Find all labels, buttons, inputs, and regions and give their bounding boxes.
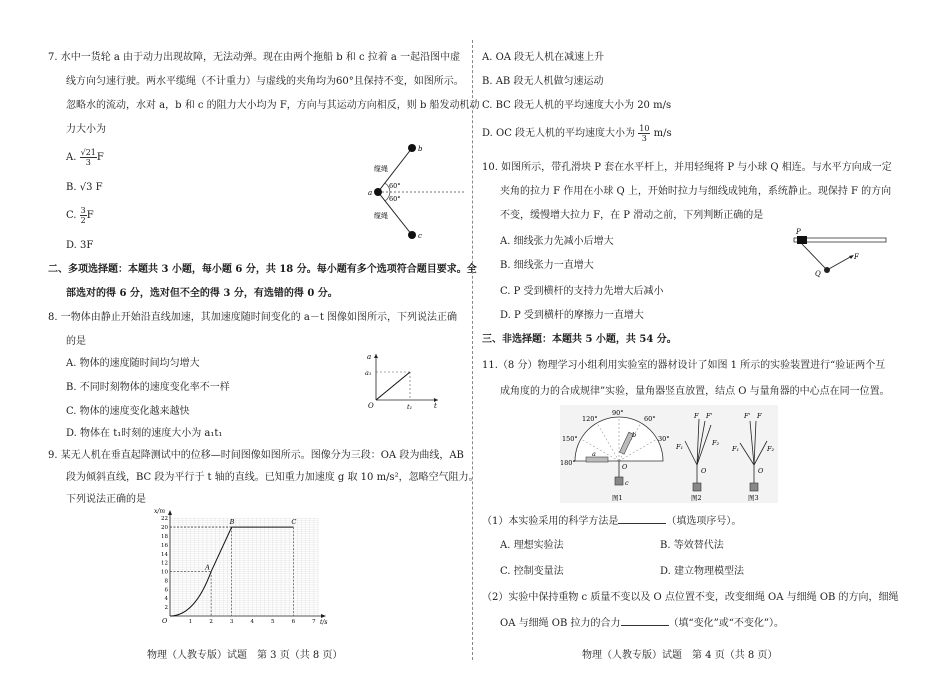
q11-part2-text: OA 与细绳 OB 拉力的合力 bbox=[500, 618, 621, 629]
label-origin: O bbox=[368, 402, 374, 410]
q11-part1-option-d: D. 建立物理模型法 bbox=[660, 566, 745, 577]
q11-part1-option-b: B. 等效替代法 bbox=[660, 540, 724, 551]
q11-part2-line1: （2）实验中保持重物 c 质量不变以及 O 点位置不变，改变细绳 OA 与细绳 OB 的方向，细绳 bbox=[482, 592, 899, 603]
q10-line2: 夹角的拉力 F 作用在小球 Q 上，开始时拉力与细线成钝角，系统静止。现保持 F 的方向 bbox=[500, 186, 892, 197]
fig3-label-f1: F₁ bbox=[732, 445, 740, 453]
q11-part1-option-a: A. 理想实验法 bbox=[500, 540, 564, 551]
q8-option-a: A. 物体的速度随时间均匀增大 bbox=[66, 358, 200, 369]
q11-part2-tail: （填“变化”或“不变化”）。 bbox=[668, 618, 784, 629]
q10-option-a: A. 细线张力先减小后增大 bbox=[500, 236, 614, 247]
label-knot-o: O bbox=[622, 463, 628, 471]
q9-option-d-num: 10 bbox=[639, 124, 650, 133]
q7-option-a-num: √21 bbox=[80, 148, 96, 157]
caption-fig3: 图3 bbox=[748, 494, 759, 502]
q10-option-d: D. P 受到横杆的摩擦力一直增大 bbox=[500, 310, 644, 321]
point-label-c: C bbox=[291, 518, 297, 527]
label-a: a bbox=[368, 189, 373, 197]
q11-part2-line2 bbox=[500, 616, 784, 630]
q7-line1: 7. 水中一货轮 a 由于动力出现故障，无法动弹。现在由两个拖船 b 和 c 拉着 a 一起沿图中虚 bbox=[48, 52, 461, 63]
q10-slider-diagram bbox=[778, 228, 890, 278]
q9-xt-chart bbox=[152, 506, 330, 630]
q7-option-c-num: 3 bbox=[80, 206, 86, 215]
y-tick-label: 4 bbox=[164, 596, 168, 603]
q8-option-d: D. 物体在 t₁时刻的速度大小为 a₁t₁ bbox=[66, 428, 223, 439]
point-label-o: O bbox=[162, 617, 168, 625]
q11-line1: 11.（8 分）物理学习小组利用实验室的器材设计了如图 1 所示的实验装置进行“验证两个互 bbox=[482, 360, 886, 371]
q9-option-d-unit: m/s bbox=[653, 128, 672, 139]
q7-option-d: D. 3F bbox=[66, 240, 94, 251]
y-tick-label: 2 bbox=[164, 605, 168, 612]
q11-part1-text: （1）本实验采用的科学方法是 bbox=[482, 516, 619, 527]
q8-option-b: B. 不同时刻物体的速度变化率不一样 bbox=[66, 382, 230, 393]
label-a1: a₁ bbox=[365, 369, 372, 377]
q9-option-d-text: D. OC 段无人机的平均速度大小为 bbox=[482, 128, 636, 139]
y-tick-label: 6 bbox=[164, 587, 168, 594]
q10-line1: 10. 如图所示，带孔滑块 P 套在水平杆上，并用轻绳将 P 与小球 Q 相连。与水平方向成一定 bbox=[482, 162, 892, 173]
q11-part1-tail: （填选项序号）。 bbox=[666, 516, 742, 527]
q9-line1: 9. 某无人机在垂直起降测试中的位移—时间图像如图所示。图像分为三段：OA 段为曲线，AB bbox=[48, 450, 464, 461]
q7-option-a-den: 3 bbox=[85, 158, 91, 167]
q7-option-b: B. √3 F bbox=[66, 182, 103, 193]
fig3-label-f: F bbox=[757, 412, 762, 420]
weight-c bbox=[615, 477, 623, 485]
y-tick-label: 18 bbox=[161, 534, 168, 540]
section-2-heading-line1: 二、多项选择题：本题共 3 小题，每小题 6 分，共 18 分。每小题有多个选项符合题目要求。全 bbox=[48, 264, 477, 275]
q11-line2: 成角度的力的合成规律”实验，量角器竖直放置，结点 O 与量角器的中心点在同一位置。 bbox=[500, 386, 890, 397]
q7-line2: 线方向匀速行驶。两水平缆绳（不计重力）与虚线的夹角均为60°且保持不变，如图所示。 bbox=[66, 76, 464, 87]
q8-line1: 8. 一物体由静止开始沿直线加速，其加速度随时间变化的 a－t 图像如图所示，下列说法正确 bbox=[48, 312, 458, 323]
section-3-heading: 三、非选择题：本题共 5 小题，共 54 分。 bbox=[482, 334, 677, 345]
q10-option-c: C. P 受到横杆的支持力先增大后减小 bbox=[500, 286, 664, 297]
y-tick-label: 20 bbox=[161, 525, 168, 532]
q8-option-c: C. 物体的速度变化越来越快 bbox=[66, 406, 190, 417]
q9-option-a: A. OA 段无人机在减速上升 bbox=[482, 52, 605, 63]
y-tick-label: 12 bbox=[161, 560, 168, 567]
fig2-label-f2: F₂ bbox=[712, 439, 720, 447]
y-tick-label: 8 bbox=[164, 578, 168, 585]
q9-line2: 段为倾斜直线，BC 段为平行于 t 轴的直线。已知重力加速度 g 取 10 m/s²，忽略空气阻力。 bbox=[66, 472, 479, 483]
q9-option-c: C. BC 段无人机的平均速度大小为 20 m/s bbox=[482, 100, 672, 111]
section-2-heading-line2: 部选对的得 6 分，选对但不全的得 3 分，有选错的得 0 分。 bbox=[66, 288, 338, 299]
label-60deg: 60° bbox=[644, 415, 656, 423]
q11-part1 bbox=[482, 514, 741, 528]
label-120deg: 120° bbox=[582, 415, 598, 423]
page-3-footer: 物理（人教专版）试题 第 3 页（共 8 页） bbox=[147, 650, 343, 661]
q9-option-d bbox=[482, 124, 672, 144]
label-150deg: 150° bbox=[562, 435, 578, 443]
y-axis-label: x/m bbox=[154, 508, 166, 515]
label-weight-c: c bbox=[625, 479, 629, 487]
x-tick-label: 5 bbox=[271, 619, 275, 625]
x-tick-label: 1 bbox=[188, 619, 193, 625]
fig3-label-o: O bbox=[758, 467, 764, 475]
q8-at-graph bbox=[362, 350, 442, 412]
horizontal-rod bbox=[794, 238, 886, 242]
q11-part1-option-c: C. 控制变量法 bbox=[500, 566, 564, 577]
q11-part2-blank[interactable] bbox=[621, 616, 669, 626]
caption-fig1: 图1 bbox=[612, 494, 623, 502]
caption-fig2: 图2 bbox=[691, 494, 702, 502]
page-4-footer: 物理（人教专版）试题 第 4 页（共 8 页） bbox=[582, 650, 778, 661]
x-tick-label: 7 bbox=[312, 619, 316, 625]
label-p: P bbox=[796, 228, 801, 236]
label-90deg: 90° bbox=[612, 409, 624, 417]
q7-line3: 忽略水的流动，水对 a，b 和 c 的阻力大小均为 F，方向与其运动方向相反，则 b 船发动机动 bbox=[66, 100, 480, 111]
q7-option-a bbox=[66, 148, 104, 168]
boat-c-dot bbox=[408, 231, 416, 239]
label-angle-lower: 60° bbox=[389, 195, 401, 203]
label-t-axis: t bbox=[434, 402, 437, 410]
q7-option-c-label: C. bbox=[66, 210, 77, 221]
label-q: Q bbox=[815, 270, 821, 278]
q10-option-b: B. 细线张力一直增大 bbox=[500, 260, 594, 271]
fig3-label-fprime: F' bbox=[744, 412, 751, 420]
fig2-label-f: F bbox=[694, 412, 699, 420]
q7-option-c-unit: F bbox=[86, 210, 94, 221]
label-rope-upper: 缆绳 bbox=[374, 165, 388, 173]
q8-line2: 的是 bbox=[66, 336, 86, 347]
q11-experiment-figure bbox=[560, 405, 778, 503]
q9-option-d-den: 3 bbox=[641, 134, 647, 143]
x-tick-label: 6 bbox=[291, 619, 296, 625]
q7-line4: 力大小为 bbox=[66, 124, 106, 135]
label-30deg: 30° bbox=[658, 435, 670, 443]
q9-option-b: B. AB 段无人机做匀速运动 bbox=[482, 76, 604, 87]
q9-line3: 下列说法正确的是 bbox=[66, 494, 146, 505]
y-axis-arrow bbox=[168, 510, 172, 515]
label-rope-a: a bbox=[592, 450, 596, 458]
label-a-axis: a bbox=[367, 353, 372, 361]
y-tick-label: 22 bbox=[161, 516, 168, 523]
page-divider bbox=[472, 40, 473, 660]
x-axis-label: t/s bbox=[320, 619, 328, 626]
label-rope-lower: 缆绳 bbox=[374, 212, 388, 220]
label-rope-b: b bbox=[632, 431, 637, 439]
q7-option-a-label: A. bbox=[66, 152, 77, 163]
fig2-label-f1: F₁ bbox=[676, 443, 684, 451]
x-tick-label: 2 bbox=[209, 619, 213, 625]
q11-part1-blank[interactable] bbox=[618, 514, 666, 524]
q7-boat-diagram bbox=[362, 138, 470, 246]
point-label-b: B bbox=[229, 518, 235, 527]
y-tick-label: 14 bbox=[161, 551, 168, 558]
x-tick-label: 3 bbox=[229, 619, 234, 625]
label-angle-upper: 60° bbox=[389, 182, 401, 190]
x-tick-label: 4 bbox=[250, 619, 254, 625]
label-b: b bbox=[418, 145, 423, 153]
fig2-label-o: O bbox=[701, 467, 707, 475]
slider-p bbox=[797, 236, 807, 244]
fig3-label-f2: F₂ bbox=[767, 445, 775, 453]
q10-line3: 不变，缓慢增大拉力 F，在 P 滑动之前，下列判断正确的是 bbox=[500, 210, 764, 221]
q7-option-c-den: 2 bbox=[80, 216, 86, 225]
fig2-label-fprime: F' bbox=[706, 412, 713, 420]
label-180deg: 180° bbox=[560, 459, 576, 467]
x-axis-arrow bbox=[321, 614, 326, 618]
label-f: F bbox=[854, 253, 859, 261]
point-label-a: A bbox=[205, 563, 210, 572]
q7-option-a-unit: F bbox=[96, 152, 104, 163]
q7-option-c bbox=[66, 206, 94, 226]
y-tick-label: 16 bbox=[161, 542, 168, 549]
y-tick-label: 10 bbox=[161, 569, 168, 576]
label-c: c bbox=[418, 232, 422, 240]
boat-a-dot bbox=[374, 188, 382, 196]
boat-b-dot bbox=[408, 144, 416, 152]
label-t1: t₁ bbox=[407, 403, 413, 411]
